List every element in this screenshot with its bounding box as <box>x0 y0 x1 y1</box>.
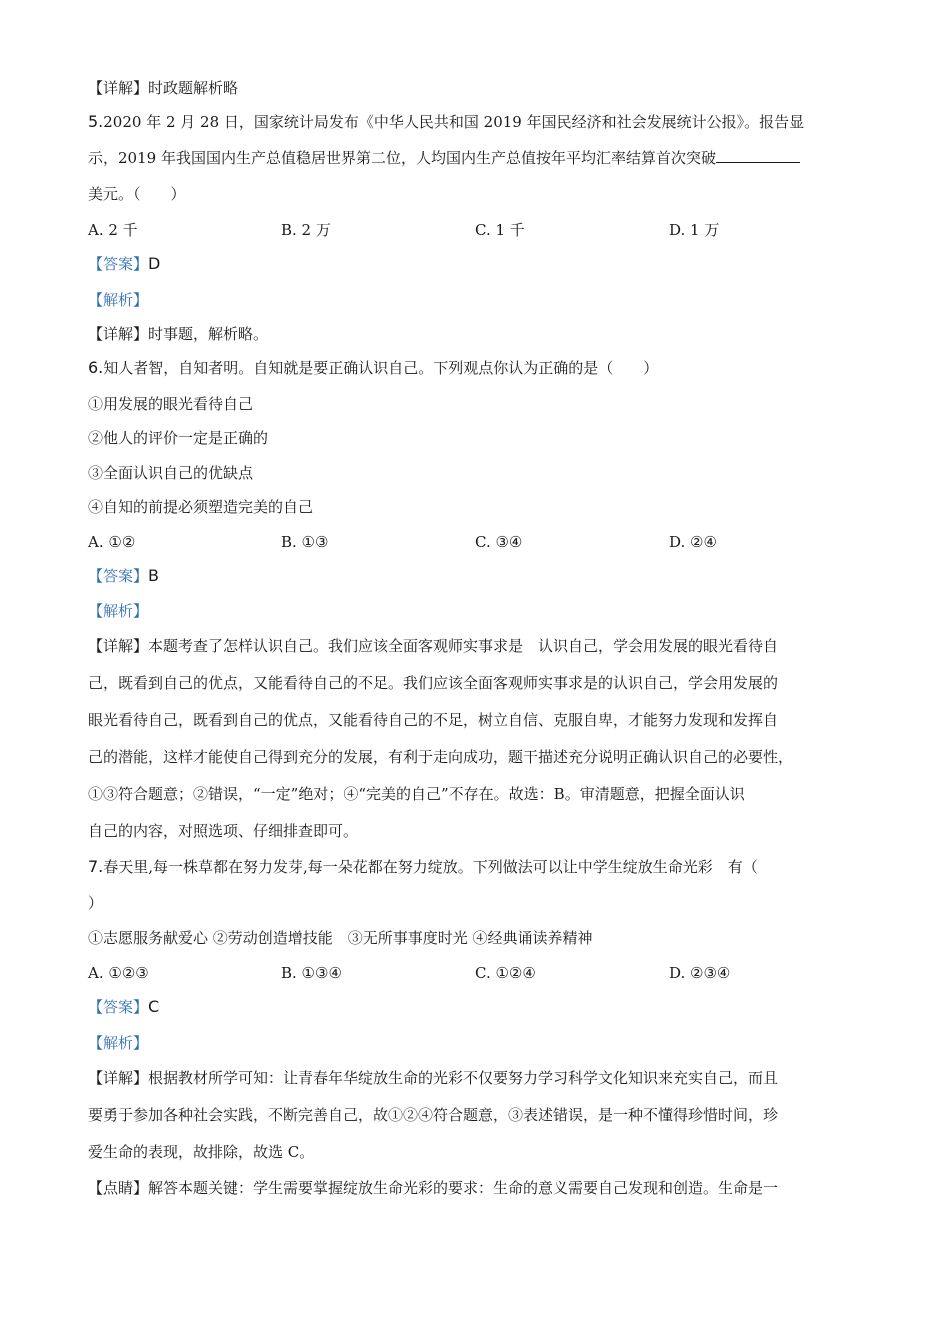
q6-detail-line-1 <box>88 636 878 656</box>
q6-detail-line-5: ①③符合题意；②错误，“一定”绝对；④“完美的自己”不存在。故选：B。审清题意，把握全面认识 <box>88 785 745 803</box>
q7-items: ①志愿服务献爱心 ②劳动创造增技能 ③无所事事度时光 ④经典诵读养精神 <box>88 929 593 947</box>
option-b: B. ①③ <box>281 533 329 551</box>
detail-tag: 【详解】 <box>88 1069 149 1087</box>
q5-stem-line-3 <box>88 184 878 204</box>
q6-item-1: ①用发展的眼光看待自己 <box>88 395 254 413</box>
q5-stem-line-1 <box>88 112 878 132</box>
q6-analysis-line <box>88 601 878 621</box>
q7-detail-line-3: 爱生命的表现，故排除，故选 C。 <box>88 1143 315 1161</box>
answer-tag: 【答案】 <box>88 255 149 273</box>
detail-text: 时政题解析略 <box>148 79 239 97</box>
point-tag: 【点睛】 <box>88 1179 149 1197</box>
q7-text: 春天里,每一株草都在努力发芽,每一朵花都在努力绽放。下列做法可以让中学生绽放生命光彩 有（ <box>103 858 758 876</box>
q6-answer-line <box>88 566 878 586</box>
q5-text-2: 示，2019 年我国国内生产总值稳居世界第二位，人均国内生产总值按年平均汇率结算首次突破 <box>88 149 716 167</box>
q7-detail-line-2: 要勇于参加各种社会实践，不断完善自己，故①②④符合题意，③表述错误，是一种不懂得珍惜时间，珍 <box>88 1106 779 1124</box>
q6-detail-line-4: 己的潜能，这样才能使自己得到充分的发展，有利于走向成功，题干描述充分说明正确认识自己的必要性， <box>88 748 794 766</box>
detail-text: 根据教材所学可知：让青春年华绽放生命的光彩不仅要努力学习科学文化知识来充实自己，而且 <box>148 1069 779 1087</box>
analysis-tag: 【解析】 <box>88 1034 149 1052</box>
question-number: 5. <box>88 112 104 131</box>
q5-detail-line <box>88 324 878 344</box>
analysis-tag: 【解析】 <box>88 602 149 620</box>
option-c: C. 1 千 <box>475 221 525 239</box>
q6-detail-line-3: 眼光看待自己，既看到自己的优点，又能看待自己的不足，树立自信、克服自卑，才能努力发现和发挥自 <box>88 711 779 729</box>
detail-text: 时事题，解析略。 <box>148 325 269 343</box>
q5-text-3: 美元。（ ） <box>88 185 186 203</box>
answer-blank <box>716 148 800 163</box>
q6-detail-line-2: 己，既看到自己的优点，又能看待自己的不足。我们应该全面客观师实事求是的认识自己，学会用发展的 <box>88 674 779 692</box>
q6-stem <box>88 358 878 378</box>
analysis-tag: 【解析】 <box>88 291 149 309</box>
q5-analysis-line <box>88 290 878 310</box>
q5-answer-line <box>88 254 878 274</box>
q7-answer-line <box>88 997 878 1017</box>
q6-detail-line-6: 自己的内容，对照选项、仔细排查即可。 <box>88 822 359 840</box>
q7-detail-line-1 <box>88 1068 878 1088</box>
answer-value: C <box>148 997 160 1016</box>
answer-value: B <box>148 566 159 585</box>
question-number: 6. <box>88 358 104 377</box>
q7-stem-2: ） <box>88 894 104 912</box>
option-c: C. ①②④ <box>475 964 536 982</box>
q7-stem <box>88 857 878 877</box>
point-text: 解答本题关键：学生需要掌握绽放生命光彩的要求：生命的意义需要自己发现和创造。生命是一 <box>148 1179 779 1197</box>
option-c: C. ③④ <box>475 533 523 551</box>
q6-item-2: ②他人的评价一定是正确的 <box>88 429 269 447</box>
option-d: D. ②④ <box>669 533 717 551</box>
q5-text-1: 2020 年 2 月 28 日，国家统计局发布《中华人民共和国 2019 年国民经济和社会发展统计公报》。报告显 <box>103 113 805 131</box>
option-a: A. ①②③ <box>88 964 149 982</box>
option-d: D. 1 万 <box>669 221 720 239</box>
option-a: A. 2 千 <box>88 221 138 239</box>
option-a: A. ①② <box>88 533 136 551</box>
q5-stem-line-2 <box>88 148 878 168</box>
q6-item-4: ④自知的前提必须塑造完美的自己 <box>88 498 314 516</box>
answer-tag: 【答案】 <box>88 998 149 1016</box>
option-b: B. 2 万 <box>281 221 331 239</box>
q4-detail-line <box>88 78 878 98</box>
q6-text: 知人者智，自知者明。自知就是要正确认识自己。下列观点你认为正确的是（ ） <box>103 359 659 377</box>
option-d: D. ②③④ <box>669 964 731 982</box>
detail-text: 本题考查了怎样认识自己。我们应该全面客观师实事求是 认识自己，学会用发展的眼光看待自 <box>148 637 779 655</box>
detail-tag: 【详解】 <box>88 79 149 97</box>
question-number: 7. <box>88 857 104 876</box>
answer-value: D <box>148 254 161 273</box>
q6-item-3: ③全面认识自己的优缺点 <box>88 464 254 482</box>
option-b: B. ①③④ <box>281 964 342 982</box>
q7-analysis-line <box>88 1033 878 1053</box>
q7-point-line <box>88 1178 878 1198</box>
answer-tag: 【答案】 <box>88 567 149 585</box>
detail-tag: 【详解】 <box>88 325 149 343</box>
detail-tag: 【详解】 <box>88 637 149 655</box>
